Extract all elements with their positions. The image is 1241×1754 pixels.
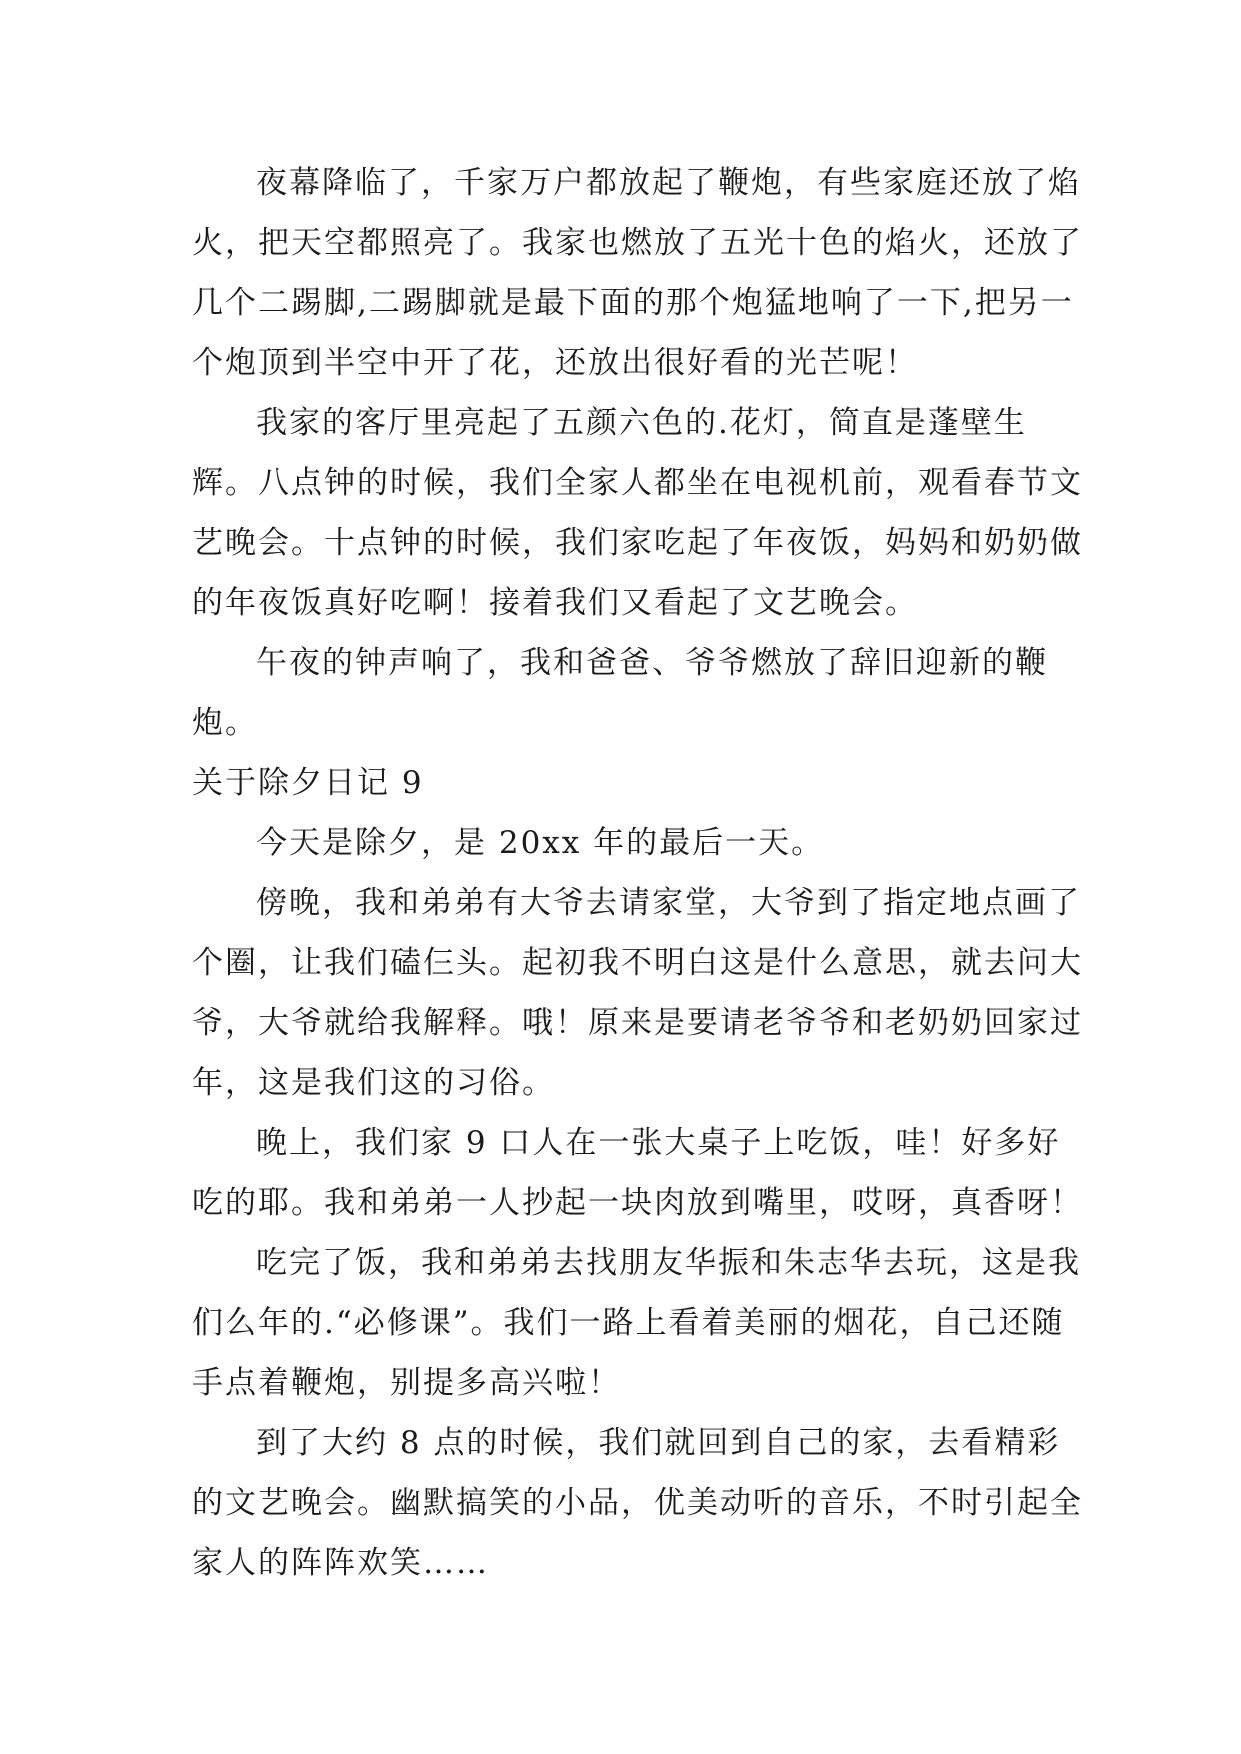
paragraph-gala: 到了大约 8 点的时候，我们就回到自己的家，去看精彩的文艺晚会。幽默搞笑的小品，优美动听的音乐，不时引起全家人的阵阵欢笑…… — [192, 1425, 1083, 1581]
paragraph-play-with-friends: 吃完了饭，我和弟弟去找朋友华振和朱志华去玩，这是我们么年的.“必修课”。我们一路上看着美丽的烟花，自己还随手点着鞭炮，别提多高兴啦！ — [192, 1245, 1081, 1401]
diary-heading: 关于除夕日记 9 — [192, 765, 424, 801]
paragraph-evening-ritual: 傍晚，我和弟弟有大爷去请家堂，大爷到了指定地点画了个圈，让我们磕仨头。起初我不明白这是什么意思，就去问大爷，大爷就给我解释。哦！原来是要请老爷爷和老奶奶回家过年，这是我们这的习俗。 — [192, 885, 1083, 1101]
paragraph-midnight: 午夜的钟声响了，我和爸爸、爷爷燃放了辞旧迎新的鞭炮。 — [192, 645, 1048, 741]
paragraph-new-years-eve: 今天是除夕，是 20xx 年的最后一天。 — [256, 825, 825, 861]
paragraph-dinner: 晚上，我们家 9 口人在一张大桌子上吃饭，哇！好多好吃的耶。我和弟弟一人抄起一块肉放到嘴里，哎呀，真香呀！ — [192, 1125, 1083, 1221]
paragraph-living-room: 我家的客厅里亮起了五颜六色的.花灯，简直是蓬壁生辉。八点钟的时候，我们全家人都坐在电视机前，观看春节文艺晚会。十点钟的时候，我们家吃起了年夜饭，妈妈和奶奶做的年夜饭真好吃啊！接着我们又看起了文艺晚会。 — [192, 405, 1083, 621]
document-body — [192, 153, 1092, 1593]
paragraph-fireworks: 夜幕降临了，千家万户都放起了鞭炮，有些家庭还放了焰火，把天空都照亮了。我家也燃放了五光十色的焰火，还放了几个二踢脚,二踢脚就是最下面的那个炮猛地响了一下,把另一个炮顶到半空中开了花，还放出很好看的光芒呢！ — [192, 165, 1083, 381]
